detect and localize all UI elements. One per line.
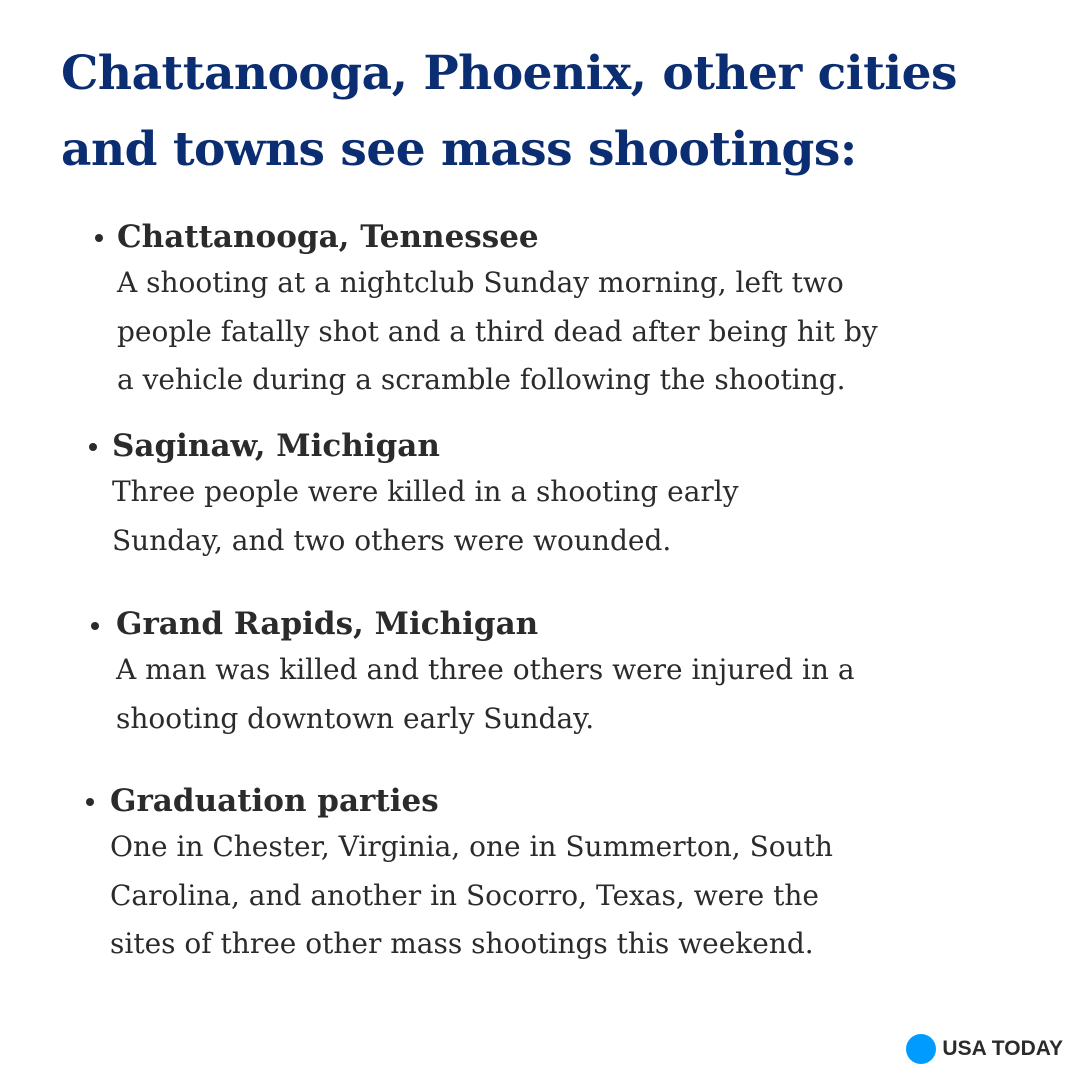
- entry-title: Grand Rapids, Michigan: [116, 606, 539, 642]
- entry-body-line: Three people were killed in a shooting early: [112, 475, 739, 508]
- list-item-chattanooga: [117, 215, 878, 405]
- bullet-icon: [91, 622, 99, 630]
- entry-body-line: people fatally shot and a third dead after being hit by: [117, 314, 878, 348]
- entry-title: Chattanooga, Tennessee: [117, 219, 539, 255]
- logo-text: USA TODAY: [942, 1037, 1063, 1060]
- bullet-icon: [86, 798, 94, 806]
- entry-body-line: One in Chester, Virginia, one in Summerton, South: [110, 830, 833, 863]
- list-item-grand-rapids: [116, 602, 855, 743]
- entry-body-line: Carolina, and another in Socorro, Texas, were the: [110, 878, 819, 912]
- entry-body-line: Sunday, and two others were wounded.: [112, 523, 672, 557]
- entry-body-line: a vehicle during a scramble following the shooting.: [117, 363, 846, 396]
- entry-body-line: sites of three other mass shootings this weekend.: [110, 927, 814, 960]
- entry-body: [116, 646, 855, 743]
- entry-body-line: A shooting at a nightclub Sunday morning, left two: [117, 266, 844, 299]
- logo-dot-icon: [906, 1034, 936, 1064]
- entry-body-line: A man was killed and three others were injured in a: [116, 653, 855, 686]
- headline: [61, 36, 1051, 188]
- headline-line: and towns see mass shootings:: [61, 122, 857, 177]
- entry-body: [117, 259, 878, 405]
- usa-today-logo: [906, 1034, 1063, 1064]
- list-item-saginaw: [112, 424, 739, 565]
- list-item-graduation-parties: [110, 779, 833, 969]
- bullet-icon: [89, 443, 97, 451]
- entry-title: Saginaw, Michigan: [112, 428, 440, 464]
- entry-body-line: shooting downtown early Sunday.: [116, 701, 595, 735]
- headline-line: Chattanooga, Phoenix, other cities: [61, 46, 958, 101]
- entry-title: Graduation parties: [110, 783, 439, 819]
- entry-body: [110, 823, 833, 969]
- bullet-icon: [95, 234, 103, 242]
- entry-body: [112, 468, 739, 565]
